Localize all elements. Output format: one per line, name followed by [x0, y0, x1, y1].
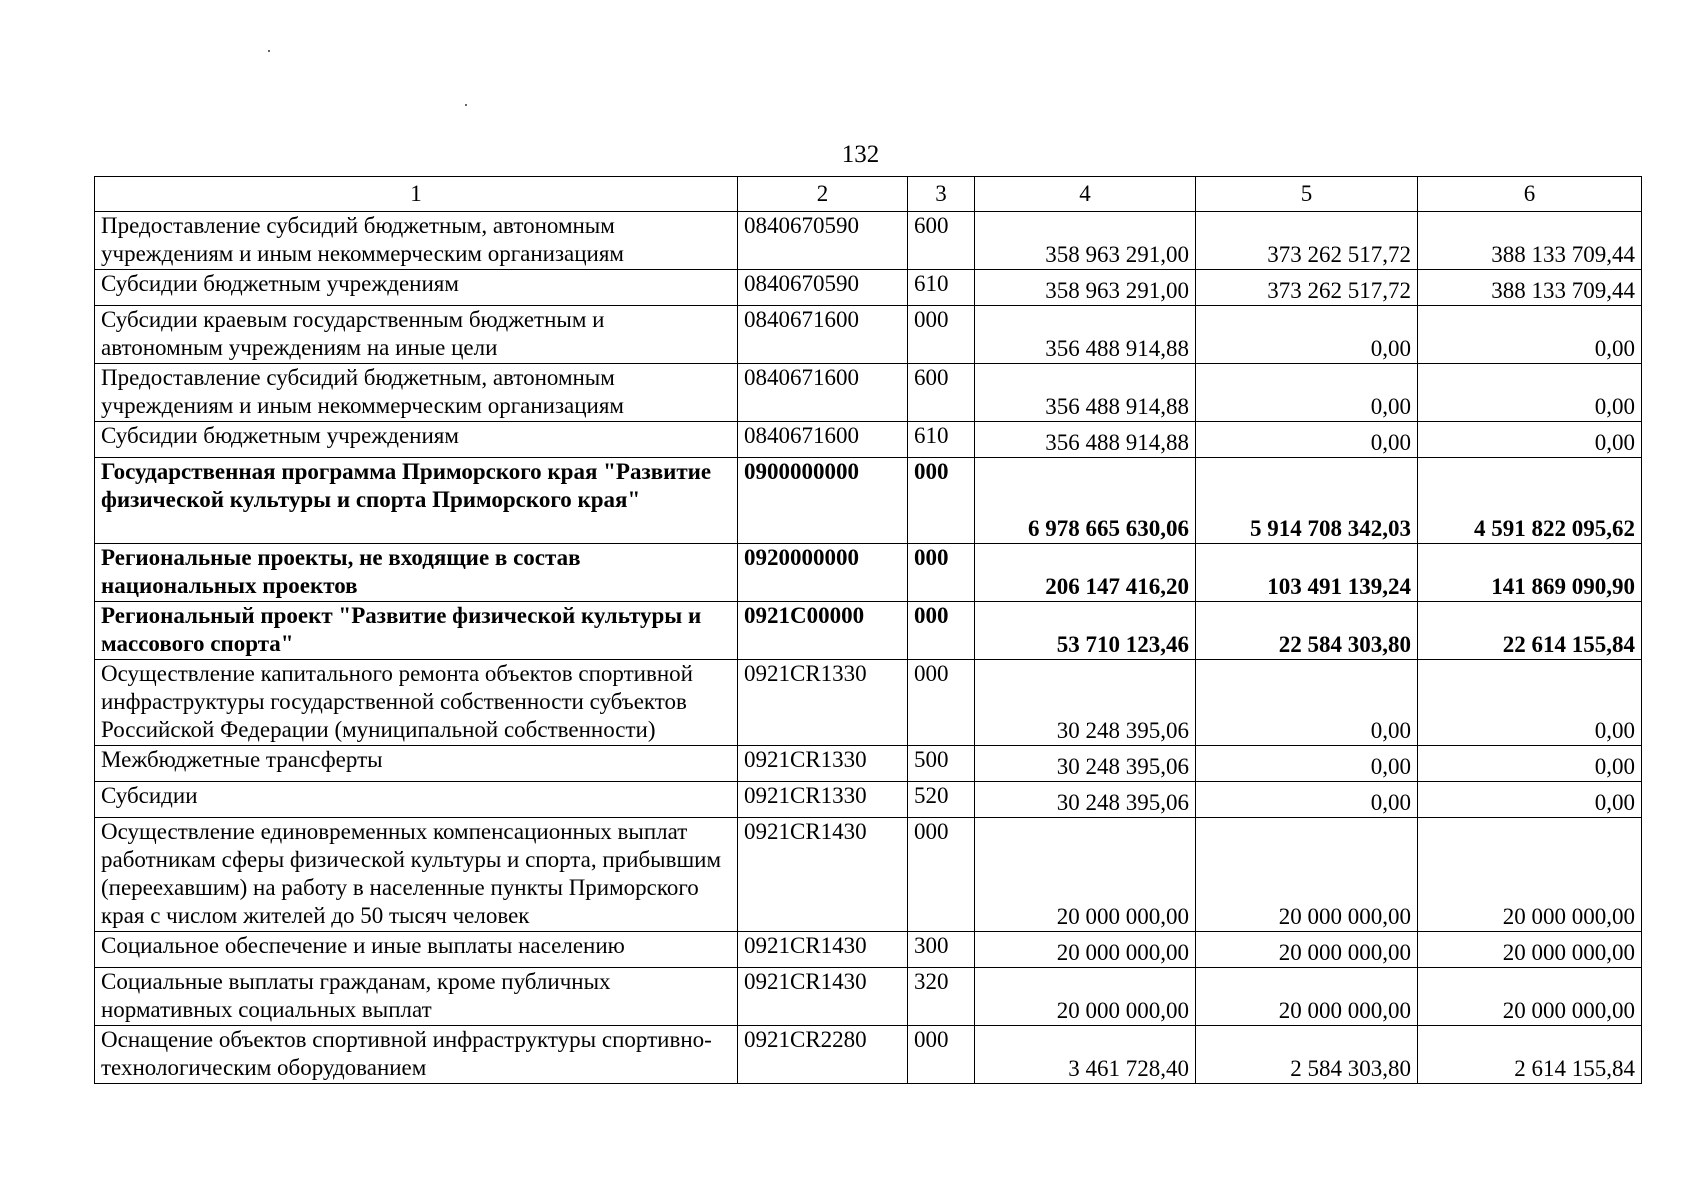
- row-code: 0840671600: [738, 364, 908, 422]
- table-row: [95, 544, 1642, 602]
- row-value-2022: 20 000 000,00: [975, 932, 1196, 968]
- table-row: [95, 932, 1642, 968]
- row-type: 000: [908, 602, 975, 660]
- row-code: 0921CR2280: [738, 1026, 908, 1084]
- table-row: [95, 422, 1642, 458]
- row-value-2022: 30 248 395,06: [975, 660, 1196, 746]
- row-code: 0840671600: [738, 422, 908, 458]
- row-value-2024: 0,00: [1418, 422, 1642, 458]
- row-type: 600: [908, 212, 975, 270]
- row-name: Социальные выплаты гражданам, кроме публичных нормативных социальных выплат: [95, 968, 738, 1026]
- row-name: Субсидии бюджетным учреждениям: [95, 270, 738, 306]
- table-row: [95, 602, 1642, 660]
- row-value-2023: 20 000 000,00: [1196, 968, 1418, 1026]
- row-value-2023: 20 000 000,00: [1196, 818, 1418, 932]
- row-value-2023: 5 914 708 342,03: [1196, 458, 1418, 544]
- row-name: Субсидии бюджетным учреждениям: [95, 422, 738, 458]
- row-name: Осуществление единовременных компенсационных выплат работникам сферы физической культуры и спорта, прибывшим (переехавшим) на работу в населенные пункты Приморского края с числом жителей до 50 тысяч человек: [95, 818, 738, 932]
- row-code: 0921CR1430: [738, 968, 908, 1026]
- row-value-2024: 20 000 000,00: [1418, 818, 1642, 932]
- row-value-2022: 3 461 728,40: [975, 1026, 1196, 1084]
- row-type: 000: [908, 1026, 975, 1084]
- column-header: 6: [1418, 177, 1642, 212]
- row-code: 0921CR1330: [738, 782, 908, 818]
- row-name: Межбюджетные трансферты: [95, 746, 738, 782]
- row-type: 520: [908, 782, 975, 818]
- table-row: [95, 818, 1642, 932]
- row-value-2024: 388 133 709,44: [1418, 270, 1642, 306]
- row-code: 0921CR1330: [738, 746, 908, 782]
- row-code: 0840670590: [738, 270, 908, 306]
- row-value-2024: 0,00: [1418, 306, 1642, 364]
- row-name: Оснащение объектов спортивной инфраструктуры спортивно-технологическим оборудованием: [95, 1026, 738, 1084]
- row-type: 000: [908, 306, 975, 364]
- row-value-2022: 30 248 395,06: [975, 746, 1196, 782]
- row-name: Региональный проект "Развитие физической культуры и массового спорта": [95, 602, 738, 660]
- row-value-2023: 103 491 139,24: [1196, 544, 1418, 602]
- row-code: 0921CR1330: [738, 660, 908, 746]
- row-name: Осуществление капитального ремонта объектов спортивной инфраструктуры государственной собственности субъектов Российской Федерации (муниципальной собственности): [95, 660, 738, 746]
- row-code: 0840671600: [738, 306, 908, 364]
- row-type: 600: [908, 364, 975, 422]
- row-value-2022: 30 248 395,06: [975, 782, 1196, 818]
- column-header: 3: [908, 177, 975, 212]
- row-type: 610: [908, 270, 975, 306]
- row-code: 0921C00000: [738, 602, 908, 660]
- row-value-2023: 0,00: [1196, 422, 1418, 458]
- column-header: 1: [95, 177, 738, 212]
- row-value-2024: 0,00: [1418, 660, 1642, 746]
- table-row: [95, 270, 1642, 306]
- table-row: [95, 458, 1642, 544]
- row-code: 0921CR1430: [738, 932, 908, 968]
- scan-speck: [465, 104, 467, 106]
- row-value-2023: 0,00: [1196, 364, 1418, 422]
- table-row: [95, 364, 1642, 422]
- table-row: [95, 306, 1642, 364]
- row-code: 0900000000: [738, 458, 908, 544]
- table-row: [95, 660, 1642, 746]
- row-value-2024: 0,00: [1418, 746, 1642, 782]
- row-type: 000: [908, 818, 975, 932]
- row-value-2024: 141 869 090,90: [1418, 544, 1642, 602]
- row-value-2022: 20 000 000,00: [975, 818, 1196, 932]
- row-name: Государственная программа Приморского края "Развитие физической культуры и спорта Приморского края": [95, 458, 738, 544]
- row-value-2023: 0,00: [1196, 746, 1418, 782]
- row-value-2022: 20 000 000,00: [975, 968, 1196, 1026]
- row-value-2022: 356 488 914,88: [975, 306, 1196, 364]
- table-row: [95, 968, 1642, 1026]
- row-value-2024: 20 000 000,00: [1418, 968, 1642, 1026]
- row-name: Региональные проекты, не входящие в состав национальных проектов: [95, 544, 738, 602]
- row-type: 300: [908, 932, 975, 968]
- table-row: [95, 746, 1642, 782]
- row-value-2023: 373 262 517,72: [1196, 212, 1418, 270]
- row-type: 000: [908, 544, 975, 602]
- table-header-row: [95, 177, 1642, 212]
- scan-speck: [268, 50, 270, 52]
- row-value-2024: 4 591 822 095,62: [1418, 458, 1642, 544]
- row-value-2022: 358 963 291,00: [975, 270, 1196, 306]
- row-value-2024: 20 000 000,00: [1418, 932, 1642, 968]
- row-value-2024: 2 614 155,84: [1418, 1026, 1642, 1084]
- row-value-2022: 356 488 914,88: [975, 422, 1196, 458]
- table-row: [95, 212, 1642, 270]
- row-value-2024: 388 133 709,44: [1418, 212, 1642, 270]
- row-code: 0921CR1430: [738, 818, 908, 932]
- row-value-2023: 0,00: [1196, 306, 1418, 364]
- row-value-2024: 22 614 155,84: [1418, 602, 1642, 660]
- row-value-2022: 206 147 416,20: [975, 544, 1196, 602]
- row-type: 500: [908, 746, 975, 782]
- row-value-2023: 2 584 303,80: [1196, 1026, 1418, 1084]
- row-name: Субсидии: [95, 782, 738, 818]
- row-name: Предоставление субсидий бюджетным, автономным учреждениям и иным некоммерческим организациям: [95, 364, 738, 422]
- table-row: [95, 1026, 1642, 1084]
- row-value-2023: 0,00: [1196, 660, 1418, 746]
- column-header: 4: [975, 177, 1196, 212]
- budget-table: [94, 176, 1642, 1084]
- row-type: 000: [908, 660, 975, 746]
- column-header: 5: [1196, 177, 1418, 212]
- row-value-2022: 53 710 123,46: [975, 602, 1196, 660]
- row-value-2023: 373 262 517,72: [1196, 270, 1418, 306]
- row-value-2023: 20 000 000,00: [1196, 932, 1418, 968]
- row-type: 000: [908, 458, 975, 544]
- row-value-2023: 0,00: [1196, 782, 1418, 818]
- page-number: 132: [841, 141, 880, 168]
- row-value-2022: 358 963 291,00: [975, 212, 1196, 270]
- row-value-2022: 356 488 914,88: [975, 364, 1196, 422]
- row-value-2022: 6 978 665 630,06: [975, 458, 1196, 544]
- row-type: 320: [908, 968, 975, 1026]
- row-value-2024: 0,00: [1418, 364, 1642, 422]
- table-row: [95, 782, 1642, 818]
- column-header: 2: [738, 177, 908, 212]
- row-name: Социальное обеспечение и иные выплаты населению: [95, 932, 738, 968]
- row-name: Предоставление субсидий бюджетным, автономным учреждениям и иным некоммерческим организациям: [95, 212, 738, 270]
- row-code: 0920000000: [738, 544, 908, 602]
- row-value-2024: 0,00: [1418, 782, 1642, 818]
- row-type: 610: [908, 422, 975, 458]
- row-name: Субсидии краевым государственным бюджетным и автономным учреждениям на иные цели: [95, 306, 738, 364]
- row-code: 0840670590: [738, 212, 908, 270]
- row-value-2023: 22 584 303,80: [1196, 602, 1418, 660]
